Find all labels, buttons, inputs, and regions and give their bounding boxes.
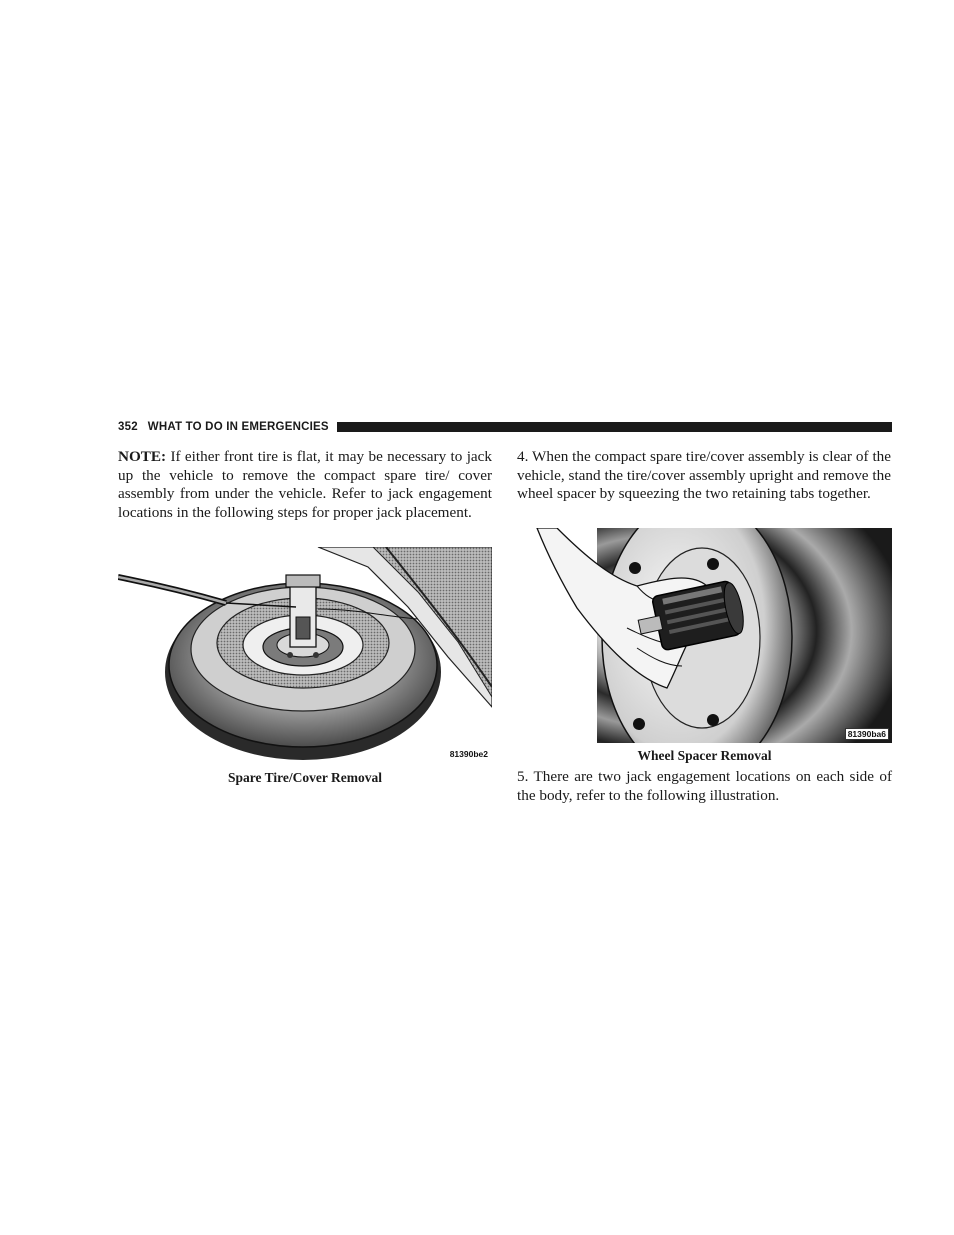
left-column bbox=[118, 448, 492, 522]
spare-tire-illustration bbox=[118, 547, 492, 765]
page-number: 352 bbox=[118, 421, 138, 433]
figure-caption-left: Spare Tire/Cover Removal bbox=[228, 770, 382, 785]
step-5-block bbox=[517, 768, 892, 805]
note-label: NOTE: bbox=[118, 448, 167, 465]
note-text: If either front tire is flat, it may be necessary to jack up the vehicle to remove the compact spare tire/ cover assembly from under the vehicle. Refer to jack engagement locations in the following steps for proper jack placement. bbox=[118, 448, 492, 521]
step-5-paragraph: 5. There are two jack engagement locations on each side of the body, refer to the following illustration. bbox=[517, 768, 892, 804]
note-paragraph bbox=[118, 448, 492, 522]
header-rule bbox=[337, 422, 892, 432]
step-4-paragraph: 4. When the compact spare tire/cover assembly is clear of the vehicle, stand the tire/cover assembly upright and remove the wheel spacer by squeezing the two retaining tabs together. bbox=[517, 448, 891, 503]
section-title: WHAT TO DO IN EMERGENCIES bbox=[147, 421, 329, 433]
figure-code: 81390ba6 bbox=[845, 728, 889, 740]
wheel-spacer-illustration bbox=[517, 528, 892, 743]
right-column bbox=[517, 448, 891, 504]
figure-caption-right: Wheel Spacer Removal bbox=[637, 748, 772, 763]
figure-code: 81390be2 bbox=[449, 749, 488, 759]
page-header bbox=[118, 419, 892, 435]
